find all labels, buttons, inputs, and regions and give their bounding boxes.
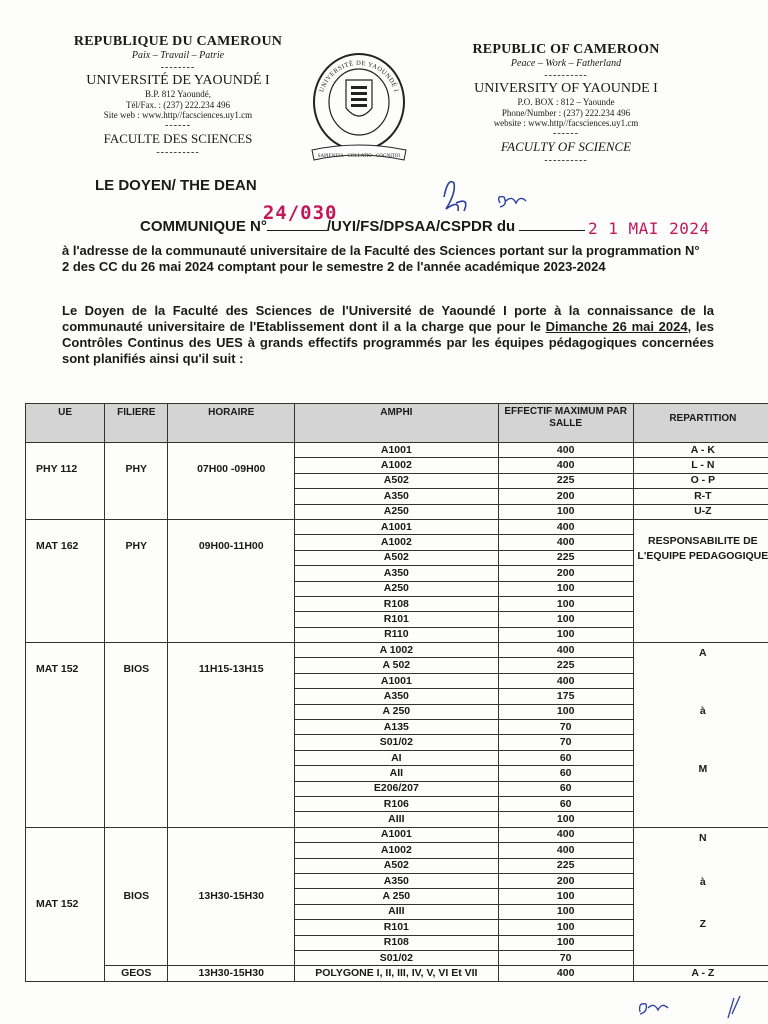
- cell-amphi: A1001: [295, 673, 499, 688]
- separator: ------: [165, 120, 191, 132]
- cell-amphi: A350: [295, 489, 499, 504]
- table-row: [26, 519, 768, 534]
- cell-amphi: A502: [295, 473, 499, 488]
- header-left: [40, 34, 316, 158]
- cell-effectif: 60: [498, 766, 633, 781]
- cell-horaire: 09H00-11H00: [168, 519, 295, 642]
- cell-repartition: A - K: [633, 443, 768, 458]
- cell-amphi: R101: [295, 920, 499, 935]
- cell-effectif: 100: [498, 596, 633, 611]
- cell-effectif: 100: [498, 935, 633, 950]
- cell-filiere: BIOS: [105, 643, 168, 828]
- cell-repartition: U-Z: [633, 504, 768, 519]
- cell-effectif: 400: [498, 843, 633, 858]
- cell-amphi: A135: [295, 720, 499, 735]
- cell-amphi: A1002: [295, 535, 499, 550]
- body-text-1: Le Doyen de la Faculté des Sciences de l'Université de Yaoundé I porte à la connaissance de la communauté universitaire de l'Etablissement dont il a la charge que pour le: [62, 303, 714, 334]
- cell-amphi: A502: [295, 858, 499, 873]
- cell-effectif: 100: [498, 504, 633, 519]
- cell-effectif: 100: [498, 704, 633, 719]
- cell-amphi: AII: [295, 766, 499, 781]
- cell-ue: MAT 162: [26, 519, 105, 642]
- phone-en: Phone/Number : (237) 222.234 496: [501, 107, 631, 118]
- cell-horaire: 07H00 -09H00: [168, 443, 295, 520]
- cell-effectif: 225: [498, 858, 633, 873]
- cell-amphi: E206/207: [295, 781, 499, 796]
- cell-amphi: A1001: [295, 827, 499, 842]
- cell-amphi: S01/02: [295, 735, 499, 750]
- site-fr: Site web : www.http//facsciences.uy1.cm: [103, 109, 253, 120]
- separator: ----------: [156, 146, 200, 158]
- cell-effectif: 400: [498, 966, 633, 981]
- stamp-date: 2 1 MAI 2024: [588, 219, 710, 238]
- dean-title: LE DOYEN/ THE DEAN: [95, 177, 257, 194]
- cell-effectif: 175: [498, 689, 633, 704]
- col-amphi: AMPHI: [295, 404, 499, 443]
- separator: ----------: [544, 69, 588, 81]
- cell-amphi: R110: [295, 627, 499, 642]
- cell-horaire: 11H15-13H15: [168, 643, 295, 828]
- cell-repartition: O - P: [633, 473, 768, 488]
- cell-effectif: 400: [498, 519, 633, 534]
- po-en: P.O. BOX : 812 – Yaounde: [517, 97, 615, 108]
- communique-ref: /UYI/FS/DPSAA/CSPDR: [326, 218, 493, 235]
- cell-ue: MAT 152: [26, 827, 105, 981]
- separator: ------: [553, 128, 579, 140]
- cell-ue: PHY 112: [26, 443, 105, 520]
- communique-du: du: [496, 218, 516, 235]
- cell-amphi: A350: [295, 689, 499, 704]
- cell-effectif: 70: [498, 735, 633, 750]
- cell-amphi: A350: [295, 873, 499, 888]
- cell-effectif: 100: [498, 904, 633, 919]
- cell-repartition: [633, 643, 768, 828]
- initials-icon: [628, 994, 758, 1022]
- date-blank: [519, 218, 585, 231]
- cell-effectif: 225: [498, 550, 633, 565]
- motto-fr: Paix – Travail – Patrie: [131, 50, 225, 62]
- cell-effectif: 200: [498, 566, 633, 581]
- header-right: [428, 42, 704, 166]
- cell-repartition: RESPONSABILITE DE L'EQUIPE PEDAGOGIQUE: [633, 519, 768, 642]
- rep-letter: N: [699, 831, 707, 844]
- cell-horaire: 13H30-15H30: [168, 827, 295, 966]
- cell-repartition: R-T: [633, 489, 768, 504]
- col-filiere: FILIERE: [105, 404, 168, 443]
- cell-effectif: 70: [498, 950, 633, 965]
- cell-amphi: A502: [295, 550, 499, 565]
- cell-amphi: R108: [295, 596, 499, 611]
- cell-repartition: L - N: [633, 458, 768, 473]
- cell-horaire: 13H30-15H30: [168, 966, 295, 981]
- cell-amphi: A 250: [295, 889, 499, 904]
- cell-filiere: GEOS: [105, 966, 168, 981]
- cell-amphi: A 502: [295, 658, 499, 673]
- cell-effectif: 100: [498, 627, 633, 642]
- bp-fr: B.P. 812 Yaoundé,: [144, 89, 211, 100]
- cell-effectif: 400: [498, 443, 633, 458]
- cell-amphi: A 250: [295, 704, 499, 719]
- cell-effectif: 400: [498, 827, 633, 842]
- communique-label: COMMUNIQUE N°: [140, 218, 267, 235]
- rep-letter: M: [698, 763, 708, 776]
- cell-amphi: A350: [295, 566, 499, 581]
- schedule-table: [25, 403, 768, 982]
- faculty-fr: FACULTE DES SCIENCES: [103, 130, 253, 146]
- cell-amphi: A1002: [295, 458, 499, 473]
- cell-effectif: 60: [498, 750, 633, 765]
- svg-text:UNIVERSITÉ DE YAOUNDÉ I: UNIVERSITÉ DE YAOUNDÉ I: [318, 59, 400, 94]
- cell-effectif: 400: [498, 458, 633, 473]
- country-fr: REPUBLIQUE DU CAMEROUN: [73, 34, 283, 49]
- cell-effectif: 100: [498, 889, 633, 904]
- number-blank: [262, 202, 338, 231]
- cell-effectif: 60: [498, 796, 633, 811]
- university-fr: UNIVERSITÉ DE YAOUNDÉ I: [86, 73, 270, 89]
- cell-amphi: A 1002: [295, 643, 499, 658]
- col-ue: UE: [26, 404, 105, 443]
- body-text-2: , les Contrôles Continus des UES à grands effectifs programmés par les équipes pédagogiques concernées sont planifiés ainsi qu'il suit :: [62, 319, 714, 366]
- cell-effectif: 400: [498, 535, 633, 550]
- svg-text:SAPIENTIA · COLLATIO · COGNITI: SAPIENTIA · COLLATIO · COGNITIO: [317, 154, 401, 159]
- cell-amphi: A1001: [295, 519, 499, 534]
- website-en: website : www.http//facsciences.uy1.cm: [493, 117, 639, 128]
- communique-subject: à l'adresse de la communauté universitaire de la Faculté des Sciences portant sur la programmation N° 2 des CC du 26 mai 2024 comptant pour le semestre 2 de l'année académique 2023-2024: [62, 243, 700, 274]
- cell-amphi: R106: [295, 796, 499, 811]
- rep-letter: A: [699, 647, 707, 660]
- cell-repartition: [633, 827, 768, 966]
- table-row: [26, 966, 768, 981]
- table-row: [26, 443, 768, 458]
- university-seal-icon: [306, 46, 412, 168]
- cell-amphi: AIII: [295, 904, 499, 919]
- cell-effectif: 100: [498, 581, 633, 596]
- col-repartition: REPARTITION: [633, 404, 768, 443]
- university-en: UNIVERSITY OF YAOUNDE I: [474, 81, 658, 97]
- cell-effectif: 225: [498, 658, 633, 673]
- table-header-row: [26, 404, 768, 443]
- cell-effectif: 60: [498, 781, 633, 796]
- cell-effectif: 200: [498, 489, 633, 504]
- cell-effectif: 400: [498, 643, 633, 658]
- col-horaire: HORAIRE: [168, 404, 295, 443]
- cell-amphi: R108: [295, 935, 499, 950]
- cell-effectif: 100: [498, 920, 633, 935]
- cell-effectif: 100: [498, 812, 633, 827]
- faculty-en: FACULTY OF SCIENCE: [500, 138, 632, 154]
- cell-filiere: BIOS: [105, 827, 168, 966]
- table-row: [26, 643, 768, 658]
- separator: --------: [160, 61, 196, 73]
- tel-fr: Tél/Fax. : (237) 222.234 496: [126, 99, 230, 110]
- exam-date: Dimanche 26 mai 2024: [545, 319, 688, 334]
- cell-effectif: 225: [498, 473, 633, 488]
- cell-amphi: AI: [295, 750, 499, 765]
- col-effectif: EFFECTIF MAXIMUM PAR SALLE: [498, 404, 633, 443]
- motto-en: Peace – Work – Fatherland: [510, 58, 622, 70]
- rep-letter: Z: [699, 917, 707, 930]
- rep-letter: à: [699, 705, 706, 718]
- separator: ----------: [544, 154, 588, 166]
- cell-effectif: 100: [498, 612, 633, 627]
- cell-filiere: PHY: [105, 519, 168, 642]
- country-en: REPUBLIC OF CAMEROON: [472, 42, 660, 57]
- cell-repartition: A - Z: [633, 966, 768, 981]
- stamp-number: 24/030: [262, 202, 338, 224]
- rep-letter: à: [699, 875, 706, 888]
- cell-amphi: A250: [295, 504, 499, 519]
- cell-amphi: POLYGONE I, II, III, IV, V, VI Et VII: [295, 966, 499, 981]
- cell-effectif: 400: [498, 673, 633, 688]
- body-paragraph: [62, 303, 714, 367]
- table-row: [26, 827, 768, 842]
- cell-effectif: 200: [498, 873, 633, 888]
- cell-amphi: R101: [295, 612, 499, 627]
- cell-filiere: PHY: [105, 443, 168, 520]
- cell-amphi: A250: [295, 581, 499, 596]
- cell-amphi: A1001: [295, 443, 499, 458]
- cell-amphi: A1002: [295, 843, 499, 858]
- cell-amphi: S01/02: [295, 950, 499, 965]
- cell-amphi: AIII: [295, 812, 499, 827]
- cell-ue: MAT 152: [26, 643, 105, 828]
- cell-effectif: 70: [498, 720, 633, 735]
